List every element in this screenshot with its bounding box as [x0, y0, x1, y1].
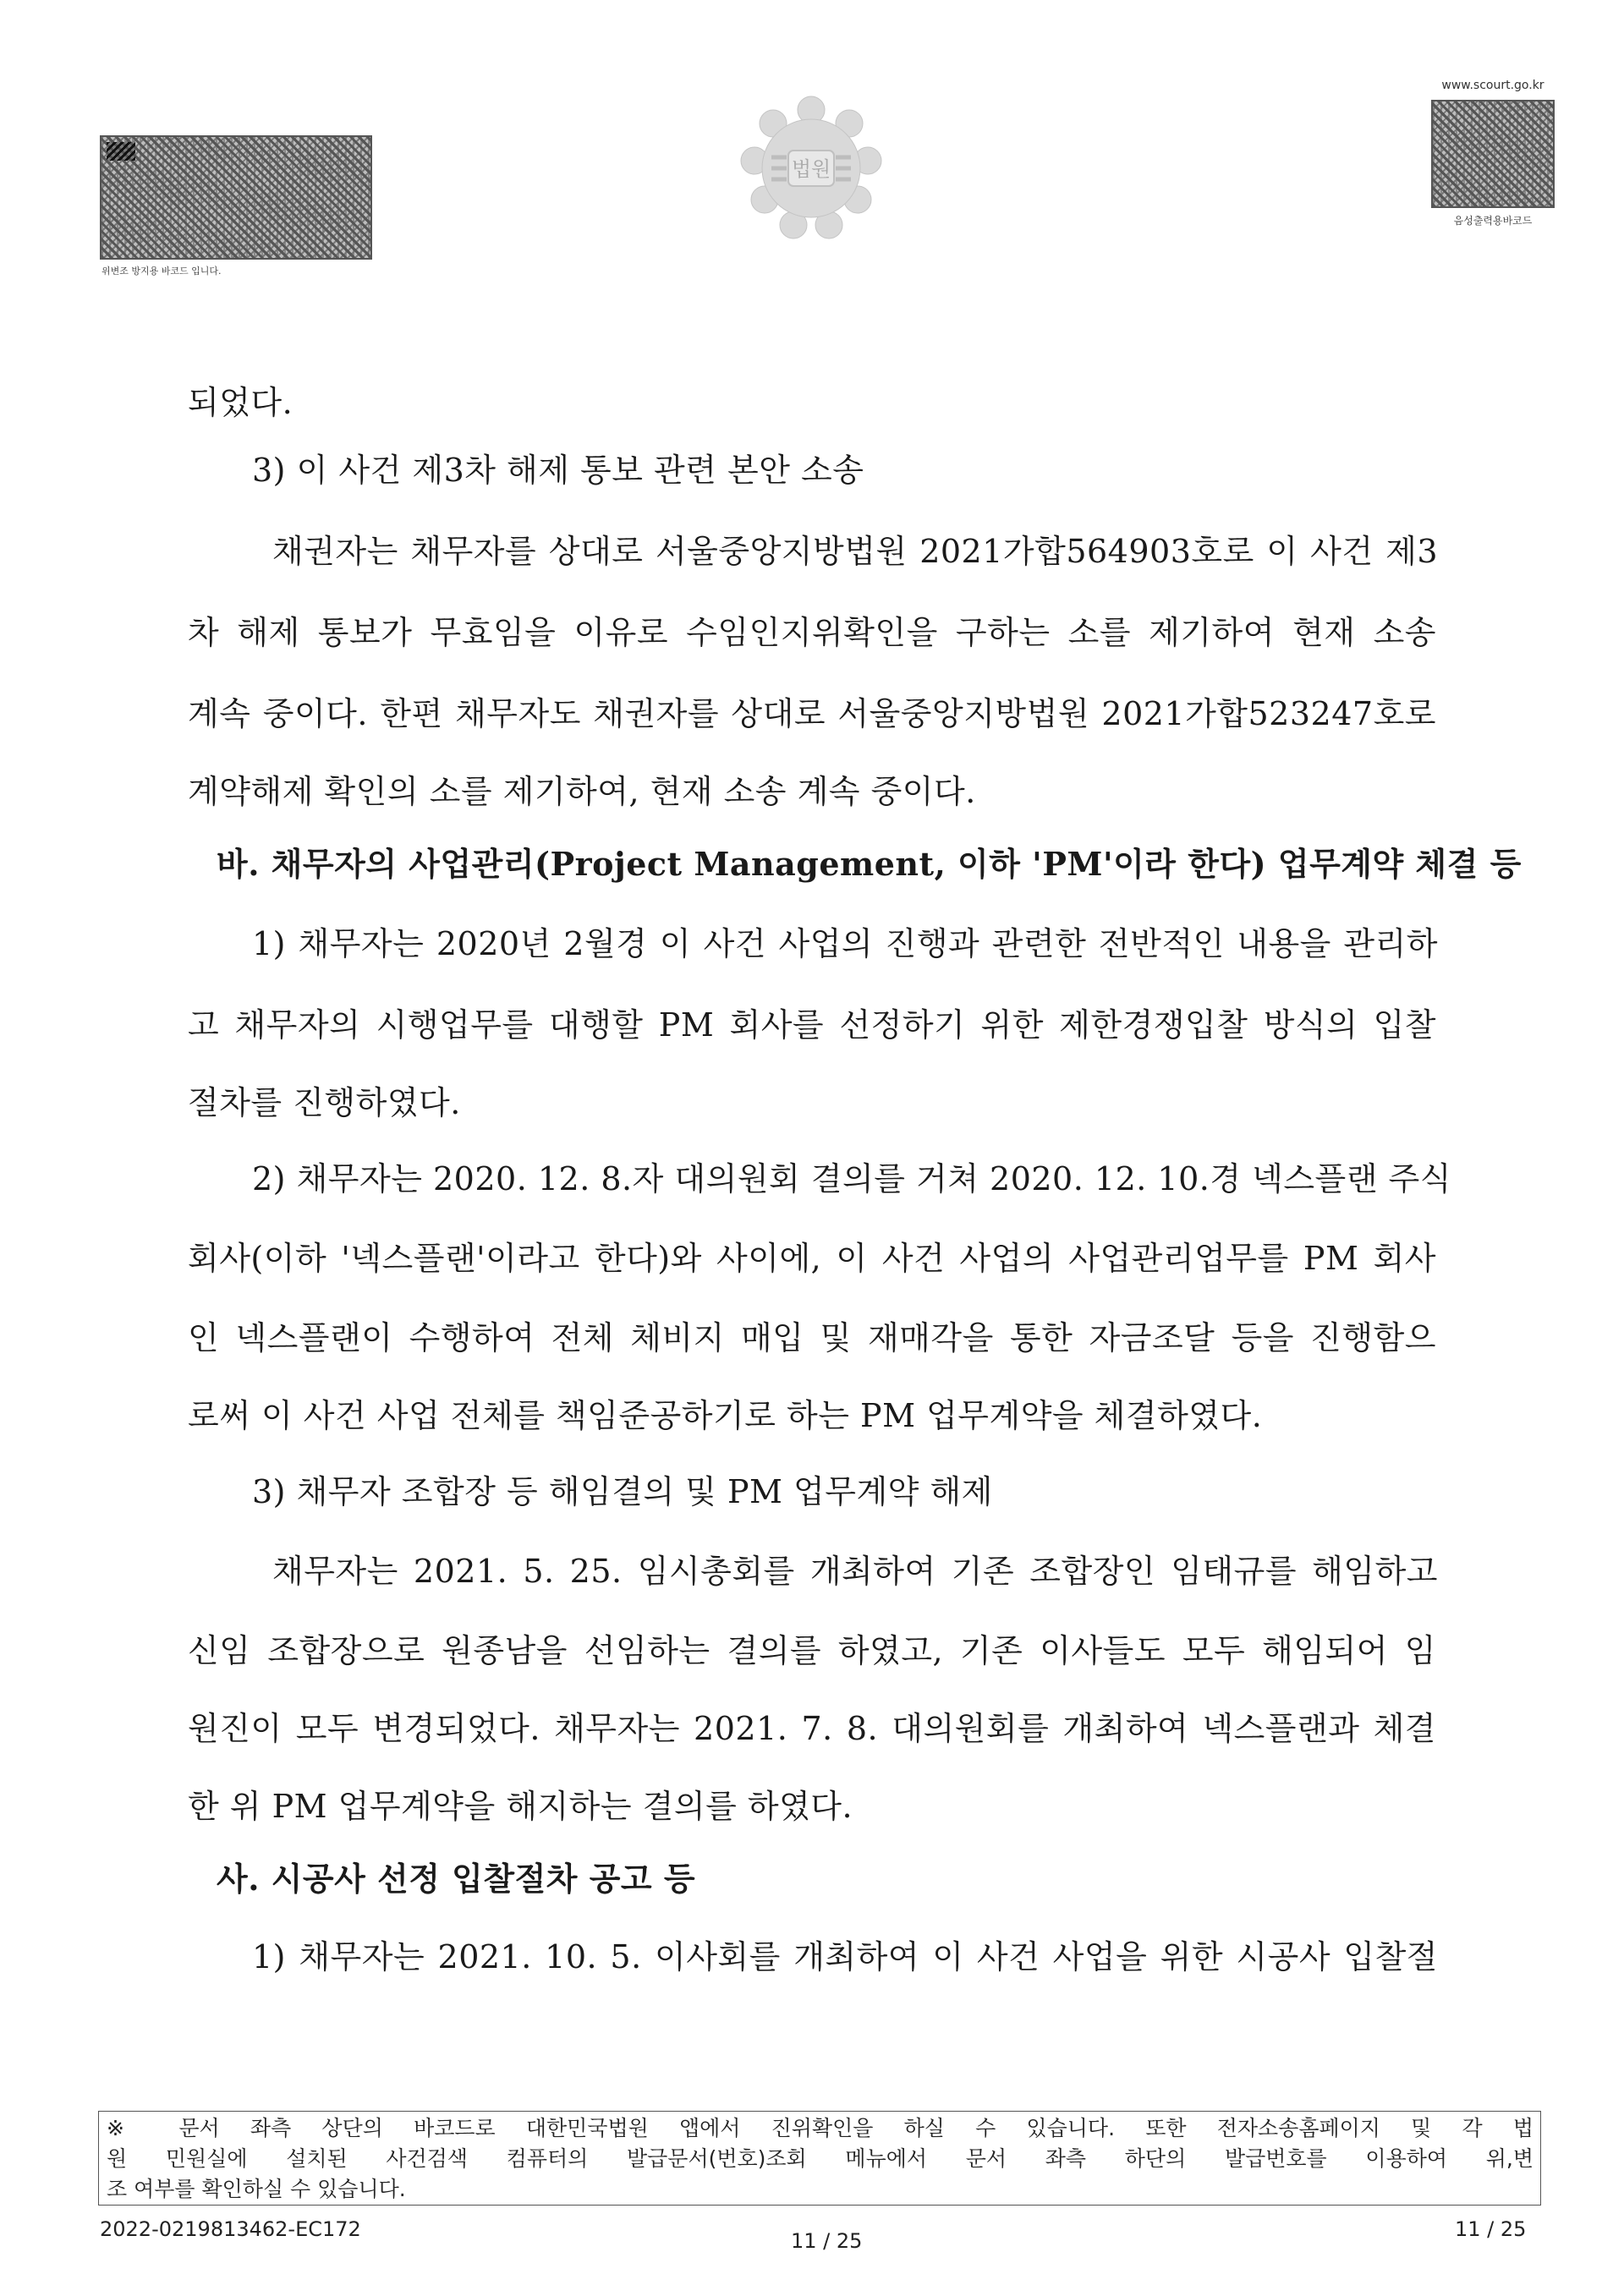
body-line: 고 채무자의 시행업무를 대행할 PM 회사를 선정하기 위한 제한경쟁입찰 방식의 입찰 — [188, 1006, 1436, 1044]
body-line: 신임 조합장으로 원종남을 선임하는 결의를 하였고, 기존 이사들도 모두 해임되어 임 — [188, 1632, 1436, 1669]
body-line: 되었다. — [188, 384, 294, 421]
section-heading: 사. 시공사 선정 입찰절차 공고 등 — [217, 1860, 696, 1898]
body-line: 인 넥스플랜이 수행하여 전체 체비지 매입 및 재매각을 통한 자금조달 등을 진행함으 — [188, 1319, 1436, 1356]
court-emblem-icon — [734, 91, 888, 245]
body-line: 2) 채무자는 2020. 12. 8.자 대의원회 결의를 거쳐 2020. 12. 10.경 넥스플랜 주식 — [252, 1160, 1451, 1197]
body-line: 1) 채무자는 2020년 2월경 이 사건 사업의 진행과 관련한 전반적인 내용을 관리하 — [252, 925, 1438, 962]
body-line: 1) 채무자는 2021. 10. 5. 이사회를 개최하여 이 사건 사업을 위한 시공사 입찰절 — [252, 1938, 1438, 1975]
verification-barcode — [100, 135, 372, 260]
body-line: 한 위 PM 업무계약을 해지하는 결의를 하였다. — [188, 1788, 853, 1825]
verification-barcode-caption: 위변조 방지용 바코드 입니다. — [102, 266, 222, 277]
body-line: 로써 이 사건 사업 전체를 책임준공하기로 하는 PM 업무계약을 체결하였다. — [188, 1397, 1263, 1434]
verification-notice-box — [98, 2111, 1541, 2206]
body-line: 채권자는 채무자를 상대로 서울중앙지방법원 2021가합564903호로 이 사건 제3 — [272, 533, 1438, 570]
body-line: 채무자는 2021. 5. 25. 임시총회를 개최하여 기존 조합장인 임태규를 해임하고 — [272, 1553, 1438, 1590]
notice-line: ※ 문서 좌측 상단의 바코드로 대한민국법원 앱에서 진위확인을 하실 수 있습니다. 또한 전자소송홈페이지 및 각 법 — [107, 2116, 1533, 2140]
body-line: 차 해제 통보가 무효임을 이유로 수임인지위확인을 구하는 소를 제기하여 현재 소송 — [188, 614, 1436, 651]
audio-output-barcode — [1431, 100, 1555, 208]
section-heading: 3) 채무자 조합장 등 해임결의 및 PM 업무계약 해제 — [252, 1473, 993, 1510]
section-heading: 3) 이 사건 제3차 해제 통보 관련 본안 소송 — [252, 452, 864, 489]
court-website-url: www.scourt.go.kr — [1441, 79, 1544, 92]
body-line: 계속 중이다. 한편 채무자도 채권자를 상대로 서울중앙지방법원 2021가합523247호로 — [188, 695, 1436, 732]
page-number-right: 11 / 25 — [1455, 2217, 1527, 2241]
page-number-center: 11 / 25 — [791, 2229, 863, 2253]
issue-number: 2022-0219813462-EC172 — [100, 2217, 361, 2241]
body-line: 계약해제 확인의 소를 제기하여, 현재 소송 계속 중이다. — [188, 773, 976, 810]
body-line: 원진이 모두 변경되었다. 채무자는 2021. 7. 8. 대의원회를 개최하여 넥스플랜과 체결 — [188, 1710, 1436, 1747]
court-emblem-text: 법원 — [791, 157, 831, 181]
notice-line: 조 여부를 확인하실 수 있습니다. — [107, 2177, 406, 2201]
notice-line: 원 민원실에 설치된 사건검색 컴퓨터의 발급문서(번호)조회 메뉴에서 문서 좌측 하단의 발급번호를 이용하여 위,변 — [107, 2146, 1533, 2171]
section-heading: 바. 채무자의 사업관리(Project Management, 이하 'PM'이라 한다) 업무계약 체결 등 — [217, 845, 1522, 883]
body-line: 회사(이하 '넥스플랜'이라고 한다)와 사이에, 이 사건 사업의 사업관리업무를 PM 회사 — [188, 1240, 1436, 1277]
body-line: 절차를 진행하였다. — [188, 1084, 461, 1121]
audio-output-barcode-caption: 음성출력용바코드 — [1453, 215, 1533, 227]
